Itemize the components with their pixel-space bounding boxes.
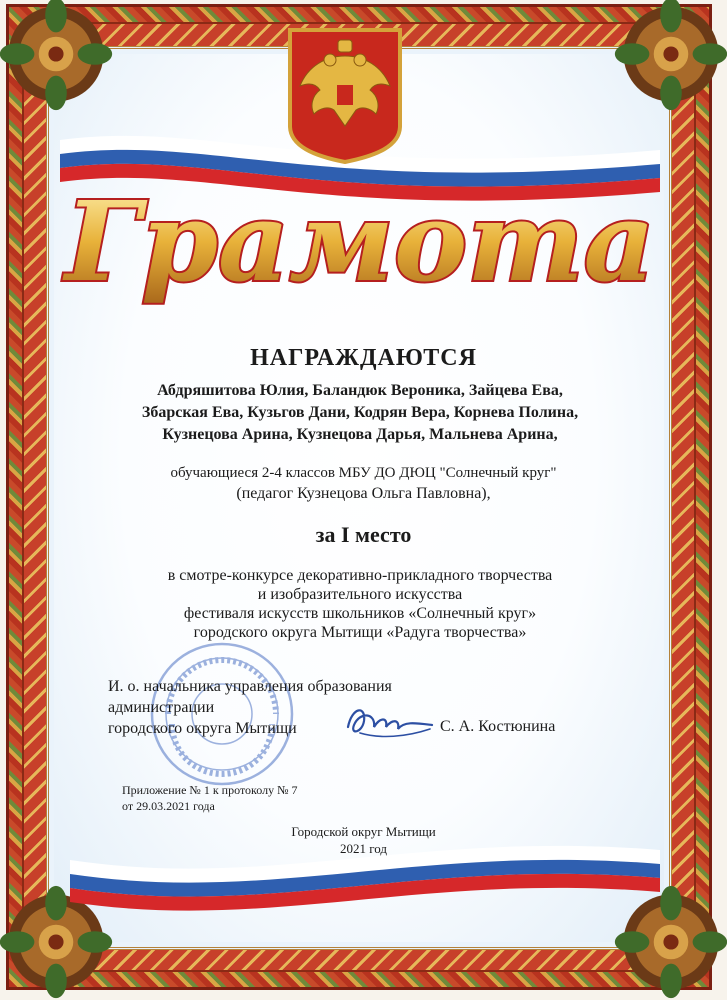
teacher-line: (педагог Кузнецова Ольга Павловна), [236,485,491,502]
awardee-names [110,380,610,446]
students-line: обучающиеся 2-4 классов МБУ ДО ДЮЦ "Солнечный круг" [170,465,557,481]
appendix-line: от 29.03.2021 года [122,799,215,813]
names-line: Кузнецова Арина, Кузнецова Дарья, Мальнева Арина, [162,426,558,443]
names-line: Абдряшитова Юлия, Баландюк Вероника, Зайцева Ева, [157,382,563,399]
corner-ornament-icon [617,0,725,108]
protocol-appendix [122,782,298,814]
footer-location: Городской округ Мытищи [291,824,436,839]
certificate-footer [0,823,727,857]
position-line: городского округа Мытищи [108,720,297,737]
svg-text:Грамота: Грамота [65,177,655,306]
signatory-name: С. А. Костюнина [440,718,556,735]
awarded-heading: НАГРАЖДАЮТСЯ [250,345,477,371]
footer-year: 2021 год [340,841,387,856]
names-line: Збарская Ева, Кузьгов Дани, Кодрян Вера, Корнева Полина, [141,404,579,421]
place-text: за I место [315,522,412,547]
contest-line: в смотре-конкурсе декоративно-прикладного творчества [167,567,553,584]
position-line: администрации [108,699,215,716]
contest-line: городского округа Мытищи «Радуга творчества» [193,624,527,641]
contest-line: и изобразительного искусства [257,586,463,603]
contest-line: фестиваля искусств школьников «Солнечный круг» [183,605,537,622]
handwritten-signature [340,697,440,743]
corner-ornament-icon [2,0,110,108]
certificate-title [65,140,655,330]
appendix-line: Приложение № 1 к протоколу № 7 [122,783,298,797]
position-line: И. о. начальника управления образования [108,678,392,695]
contest-description [110,566,610,642]
